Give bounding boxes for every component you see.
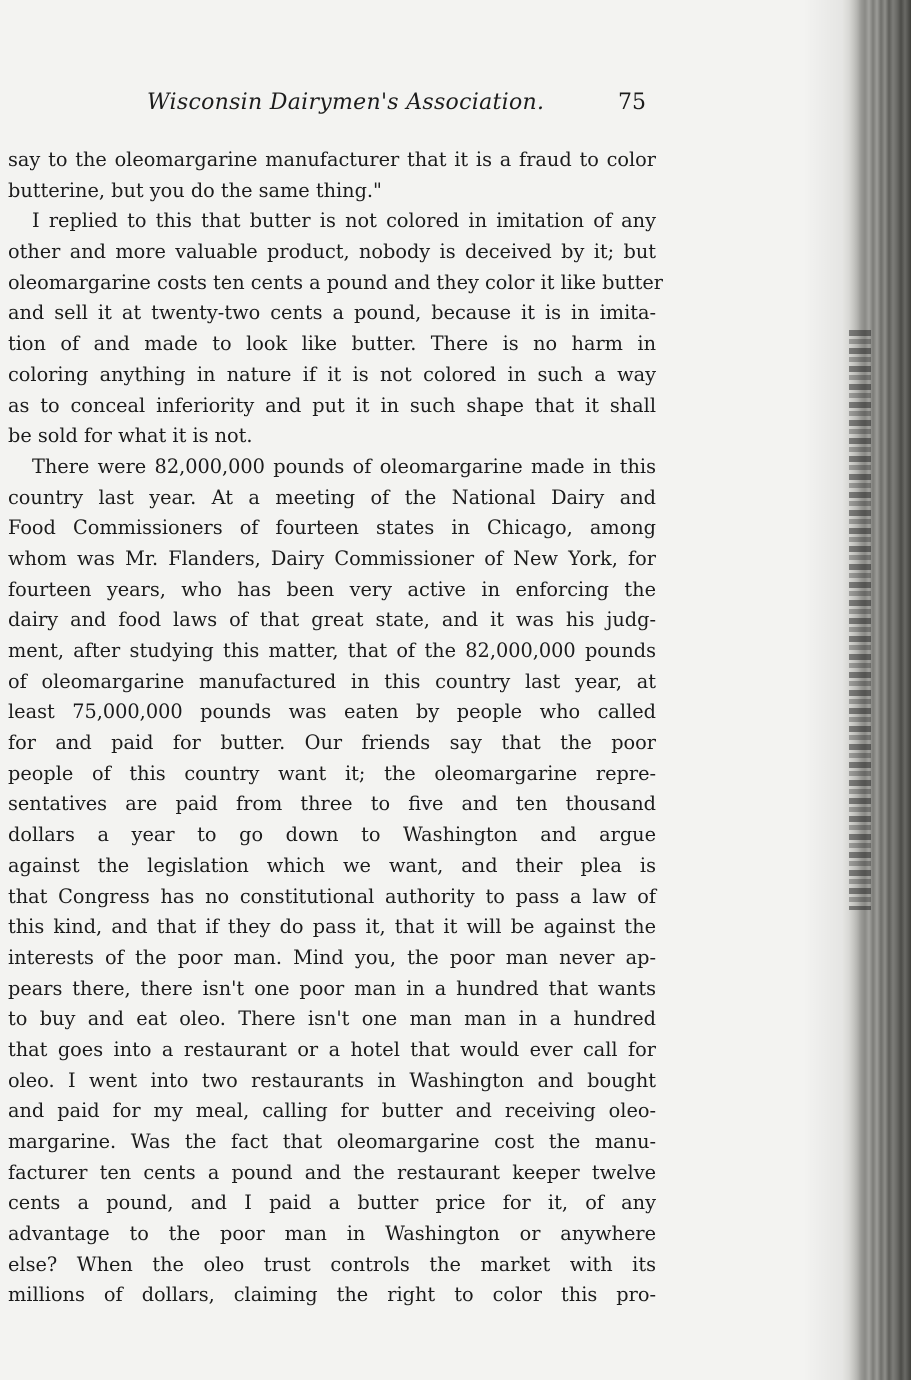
text-line: and paid for my meal, calling for butter and receiving oleo-: [8, 1099, 656, 1123]
text-line: oleomargarine costs ten cents a pound and they color it like butter: [8, 270, 664, 294]
text-line: advantage to the poor man in Washington or anywhere: [8, 1222, 656, 1246]
running-title: Wisconsin Dairymen's Association.: [147, 90, 545, 115]
text-line: that Congress has no constitutional authority to pass a law of: [8, 884, 656, 908]
text-line: Food Commissioners of fourteen states in Chicago, among: [8, 516, 656, 540]
text-line: other and more valuable product, nobody is deceived by it; but: [8, 240, 656, 264]
text-line: that goes into a restaurant or a hotel that would ever call for: [8, 1037, 656, 1061]
text-line: and sell it at twenty-two cents a pound, because it is in imita-: [8, 301, 656, 325]
text-line: ment, after studying this matter, that of the 82,000,000 pounds: [8, 639, 656, 662]
text-line: this kind, and that if they do pass it, that it will be against the: [8, 915, 656, 939]
text-line: interests of the poor man. Mind you, the poor man never ap-: [8, 945, 656, 969]
text-line: of oleomargarine manufactured in this country last year, at: [8, 669, 656, 693]
text-line: to buy and eat oleo. There isn't one man man in a hundred: [8, 1007, 656, 1031]
text-line: I replied to this that butter is not colored in imitation of any: [32, 209, 656, 233]
text-line: millions of dollars, claiming the right to color this pro-: [8, 1283, 656, 1307]
text-line: oleo. I went into two restaurants in Washington and bought: [8, 1068, 656, 1092]
binding-shadow: [803, 0, 843, 1380]
text-line: for and paid for butter. Our friends say that the poor: [8, 731, 656, 755]
text-line: dollars a year to go down to Washington and argue: [8, 823, 656, 847]
text-line: margarine. Was the fact that oleomargarine cost the manu-: [8, 1130, 656, 1153]
text-line: dairy and food laws of that great state, and it was his judg-: [8, 608, 656, 632]
text-line: tion of and made to look like butter. There is no harm in: [8, 332, 656, 356]
text-line: people of this country want it; the oleomargarine repre-: [8, 761, 656, 785]
text-line: sentatives are paid from three to five and ten thousand: [8, 792, 656, 816]
text-line: fourteen years, who has been very active in enforcing the: [8, 577, 656, 601]
text-line: There were 82,000,000 pounds of oleomargarine made in this: [32, 454, 656, 478]
text-line: be sold for what it is not.: [8, 424, 253, 448]
text-line: butterine, but you do the same thing.": [8, 178, 382, 202]
page-number: 75: [618, 90, 646, 115]
spine-lettering-image: [849, 330, 871, 910]
text-line: as to conceal inferiority and put it in such shape that it shall: [8, 393, 656, 417]
text-line: against the legislation which we want, and their plea is: [8, 853, 656, 877]
text-line: coloring anything in nature if it is not colored in such a way: [8, 362, 656, 386]
text-line: country last year. At a meeting of the National Dairy and: [8, 485, 656, 509]
body-text: [8, 145, 664, 1311]
text-line: else? When the oleo trust controls the market with its: [8, 1252, 656, 1276]
text-line: pears there, there isn't one poor man in a hundred that wants: [8, 976, 656, 1000]
page-header: [0, 88, 700, 122]
text-line: least 75,000,000 pounds was eaten by people who called: [8, 700, 656, 724]
text-line: facturer ten cents a pound and the restaurant keeper twelve: [8, 1160, 656, 1184]
text-line: cents a pound, and I paid a butter price for it, of any: [8, 1191, 656, 1215]
text-line: say to the oleomargarine manufacturer that it is a fraud to color: [8, 148, 656, 171]
text-line: whom was Mr. Flanders, Dairy Commissioner of New York, for: [8, 546, 656, 570]
